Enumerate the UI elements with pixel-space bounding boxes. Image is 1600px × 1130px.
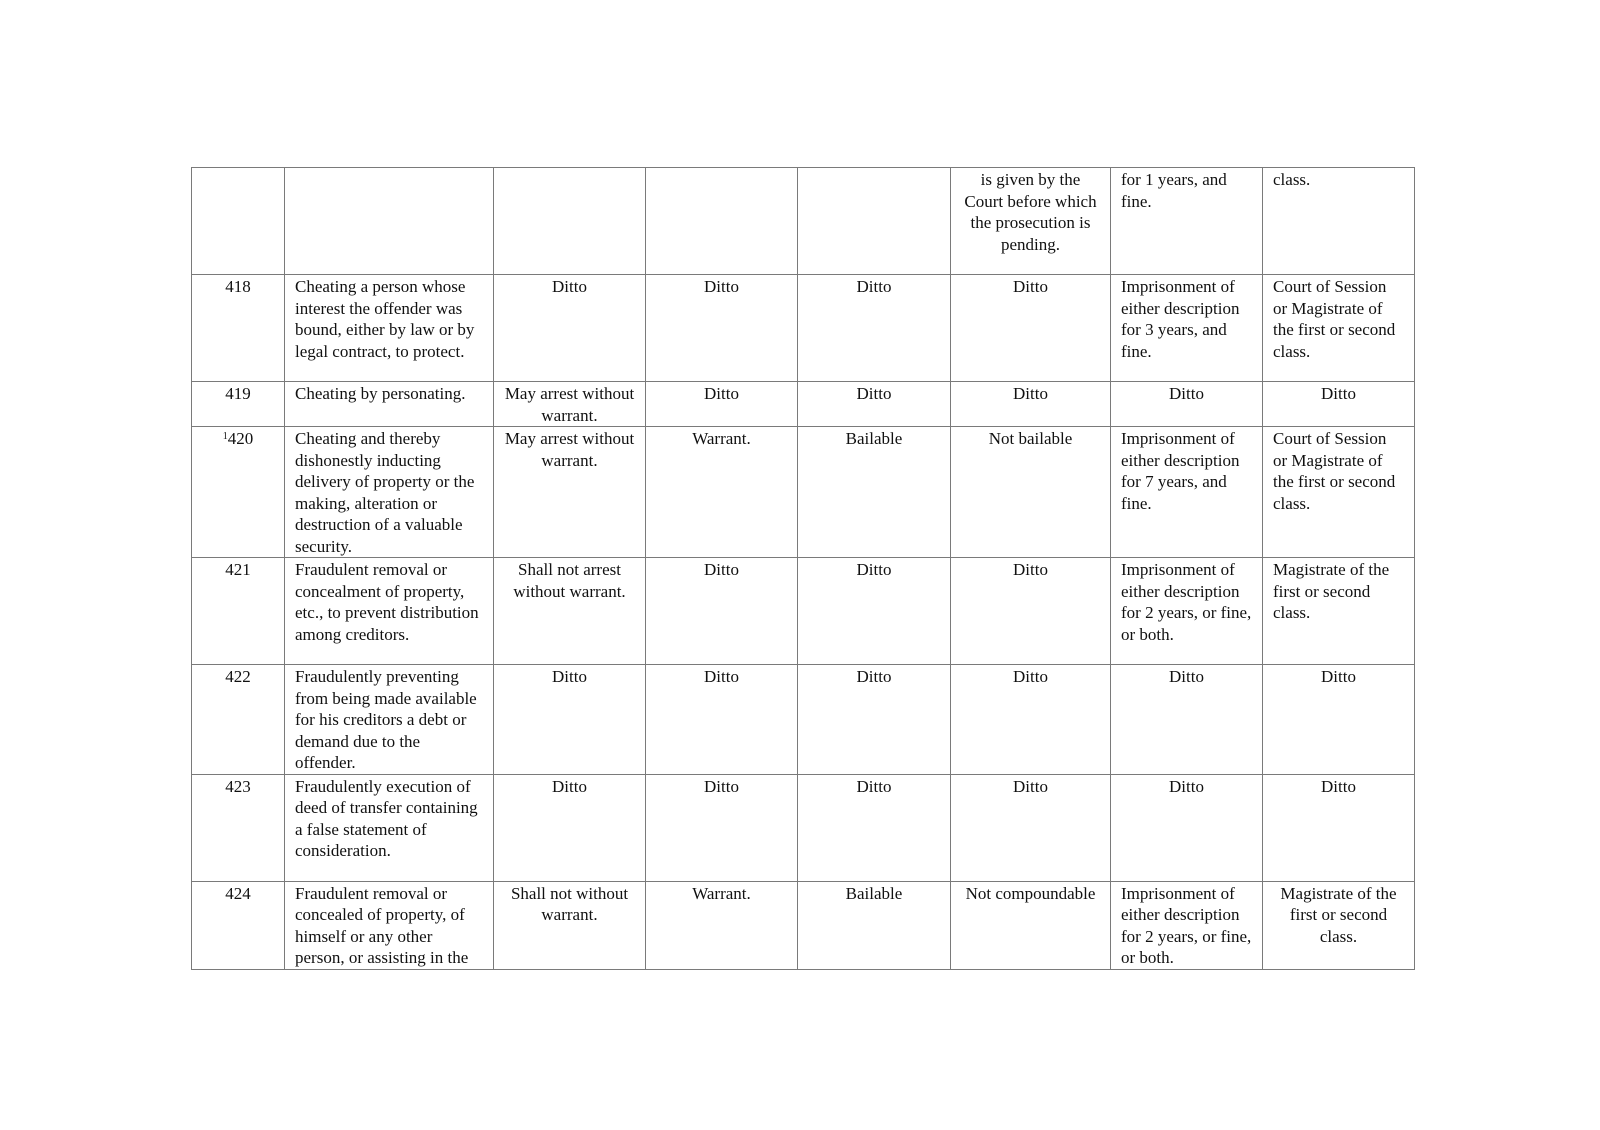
offence-cell: [285, 168, 494, 275]
court-cell: Ditto: [1263, 774, 1415, 881]
process-cell: Ditto: [646, 774, 798, 881]
process-cell: Ditto: [646, 275, 798, 382]
table-row: [192, 558, 1415, 665]
offence-cell: Cheating a person whose interest the offender was bound, either by law or by legal contract, to protect.: [285, 275, 494, 382]
arrest-cell: Ditto: [494, 665, 646, 775]
arrest-cell: May arrest without warrant.: [494, 427, 646, 558]
table-row: [192, 168, 1415, 275]
arrest-cell: [494, 168, 646, 275]
punishment-cell: Ditto: [1111, 665, 1263, 775]
schedule-table-container: [191, 167, 1414, 970]
punishment-cell: for 1 years, and fine.: [1111, 168, 1263, 275]
compound-cell: Ditto: [951, 774, 1111, 881]
compound-cell: Not compoundable: [951, 881, 1111, 969]
offence-cell: Fraudulent removal or concealment of property, etc., to prevent distribution among creditors.: [285, 558, 494, 665]
court-cell: Court of Session or Magistrate of the first or second class.: [1263, 275, 1415, 382]
table-row: [192, 427, 1415, 558]
section-cell: [192, 168, 285, 275]
bail-cell: Ditto: [798, 558, 951, 665]
section-cell: 424: [192, 881, 285, 969]
compound-cell: is given by the Court before which the prosecution is pending.: [951, 168, 1111, 275]
schedule-table: [191, 167, 1415, 970]
process-cell: [646, 168, 798, 275]
compound-cell: Ditto: [951, 558, 1111, 665]
court-cell: Magistrate of the first or second class.: [1263, 881, 1415, 969]
table-row: [192, 881, 1415, 969]
bail-cell: Bailable: [798, 881, 951, 969]
section-cell: 421: [192, 558, 285, 665]
compound-cell: Ditto: [951, 382, 1111, 427]
arrest-cell: Shall not without warrant.: [494, 881, 646, 969]
court-cell: Court of Session or Magistrate of the first or second class.: [1263, 427, 1415, 558]
arrest-cell: Ditto: [494, 275, 646, 382]
bail-cell: [798, 168, 951, 275]
process-cell: Warrant.: [646, 427, 798, 558]
bail-cell: Bailable: [798, 427, 951, 558]
section-cell: [192, 427, 285, 558]
offence-cell: Cheating and thereby dishonestly inducting delivery of property or the making, alteration or destruction of a valuable security.: [285, 427, 494, 558]
court-cell: Ditto: [1263, 665, 1415, 775]
punishment-cell: Imprisonment of either description for 7 years, and fine.: [1111, 427, 1263, 558]
section-cell: 422: [192, 665, 285, 775]
bail-cell: Ditto: [798, 275, 951, 382]
offence-cell: Fraudulently execution of deed of transfer containing a false statement of consideration.: [285, 774, 494, 881]
compound-cell: Ditto: [951, 665, 1111, 775]
section-cell: 423: [192, 774, 285, 881]
process-cell: Ditto: [646, 558, 798, 665]
bail-cell: Ditto: [798, 382, 951, 427]
section-cell: 419: [192, 382, 285, 427]
footnote-marker: 1: [222, 431, 228, 442]
arrest-cell: Ditto: [494, 774, 646, 881]
section-number: 420: [227, 429, 254, 448]
table-row: [192, 774, 1415, 881]
table-row: [192, 275, 1415, 382]
offence-cell: Cheating by personating.: [285, 382, 494, 427]
punishment-cell: Imprisonment of either description for 2 years, or fine, or both.: [1111, 558, 1263, 665]
punishment-cell: Imprisonment of either description for 3 years, and fine.: [1111, 275, 1263, 382]
arrest-cell: Shall not arrest without warrant.: [494, 558, 646, 665]
compound-cell: Not bailable: [951, 427, 1111, 558]
court-cell: Ditto: [1263, 382, 1415, 427]
section-cell: 418: [192, 275, 285, 382]
punishment-cell: Ditto: [1111, 382, 1263, 427]
punishment-cell: Imprisonment of either description for 2 years, or fine, or both.: [1111, 881, 1263, 969]
table-row: [192, 665, 1415, 775]
process-cell: Warrant.: [646, 881, 798, 969]
bail-cell: Ditto: [798, 774, 951, 881]
bail-cell: Ditto: [798, 665, 951, 775]
process-cell: Ditto: [646, 665, 798, 775]
offence-cell: Fraudulently preventing from being made available for his creditors a debt or demand due to the offender.: [285, 665, 494, 775]
court-cell: class.: [1263, 168, 1415, 275]
table-row: [192, 382, 1415, 427]
court-cell: Magistrate of the first or second class.: [1263, 558, 1415, 665]
process-cell: Ditto: [646, 382, 798, 427]
punishment-cell: Ditto: [1111, 774, 1263, 881]
compound-cell: Ditto: [951, 275, 1111, 382]
arrest-cell: May arrest without warrant.: [494, 382, 646, 427]
offence-cell: Fraudulent removal or concealed of property, of himself or any other person, or assisting in the: [285, 881, 494, 969]
